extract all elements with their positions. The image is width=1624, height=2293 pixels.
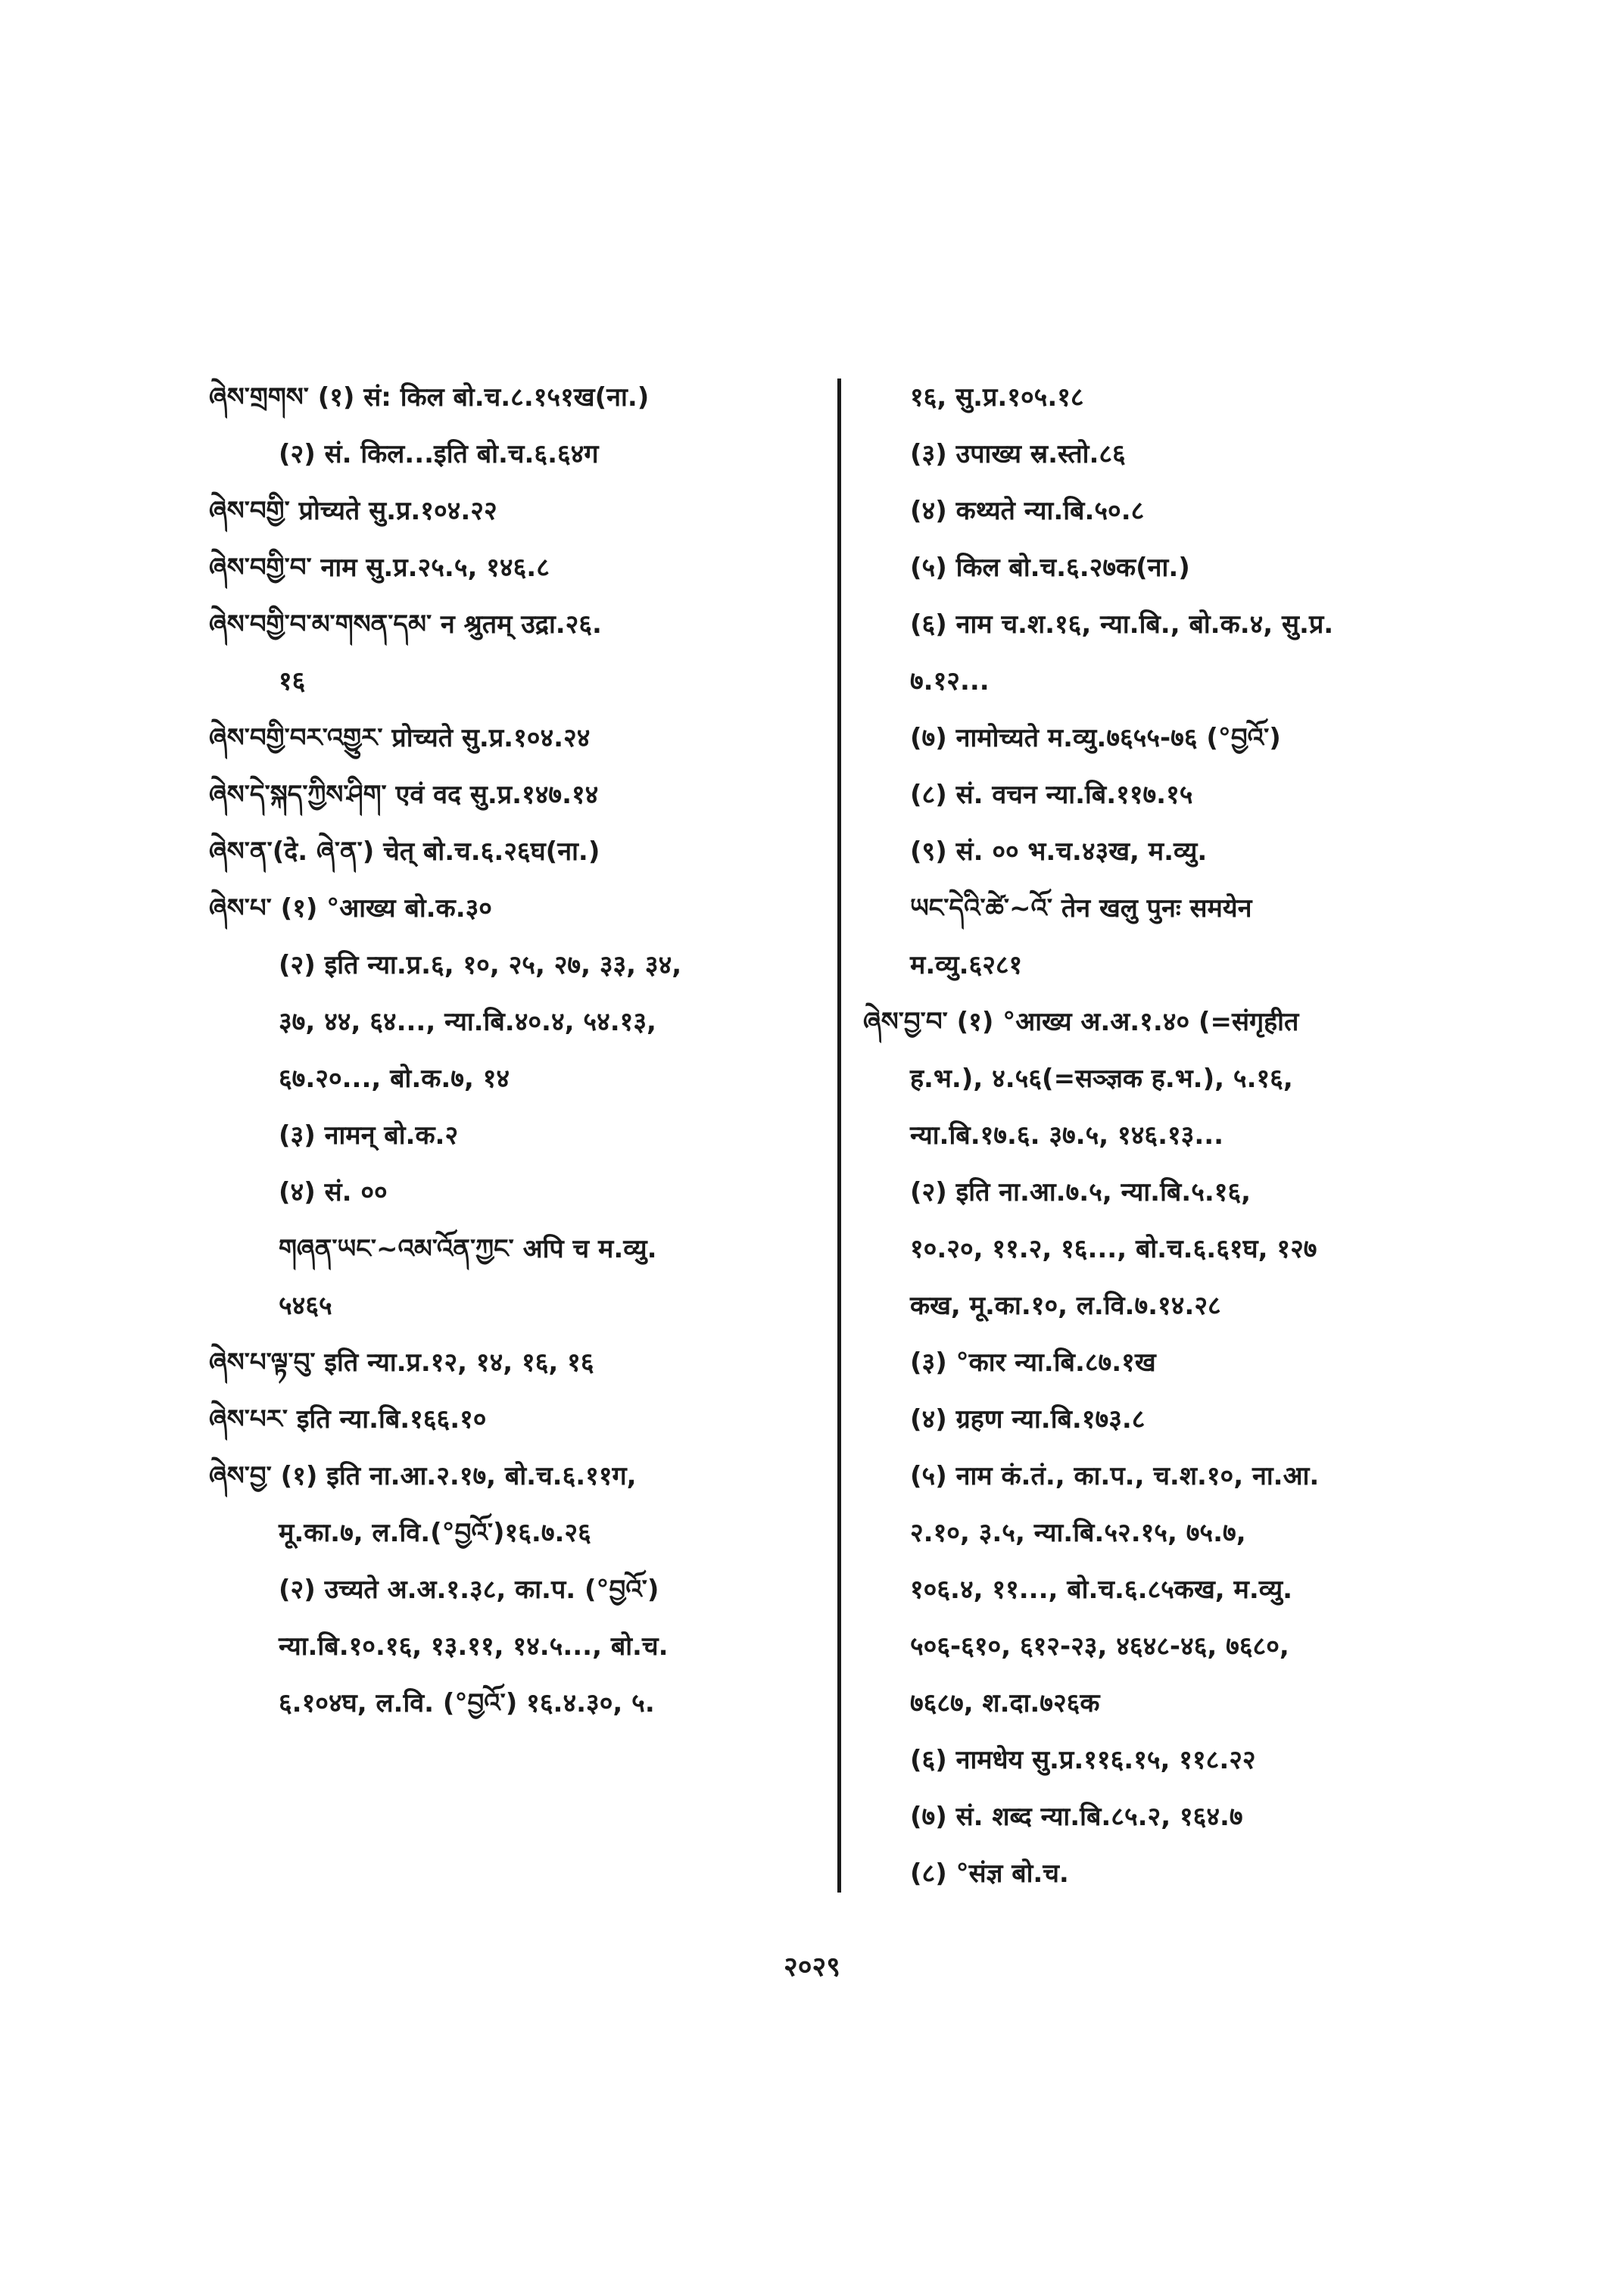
entry-line: གཞན་ཡང་~འམ་འོན་ཀྱང་ अपि च म.व्यु. — [279, 1234, 657, 1264]
entry-line: (४) सं. ०० — [279, 1177, 388, 1207]
entry-line: (८) सं. वचन न्या.बि.११७.१५ — [910, 780, 1193, 810]
entry-headword-line: ཞེས་བྱ་ (१) इति ना.आ.२.१७, बो.च.६.११ग, — [209, 1461, 637, 1491]
column-divider — [837, 379, 841, 1893]
entry-line: (५) किल बो.च.६.२७क(ना.) — [910, 553, 1190, 583]
entry-line: (२) सं. किल...इति बो.च.६.६४ग — [279, 439, 599, 469]
entry-line: (५) नाम कं.तं., का.प., च.श.१०, ना.आ. — [910, 1461, 1320, 1491]
entry-line: (४) कथ्यते न्या.बि.५०.८ — [910, 496, 1145, 526]
entry-line: न्या.बि.१०.१६, १३.११, १४.५..., बो.च. — [279, 1631, 669, 1662]
entry-headword-line: ཞེས་པ་ (१) °आख्य बो.क.३० — [209, 893, 492, 924]
entry-line: (४) ग्रहण न्या.बि.१७३.८ — [910, 1404, 1146, 1435]
entry-line: (६) नामधेय सु.प्र.११६.१५, ११८.२२ — [910, 1745, 1256, 1775]
entry-line: न्या.बि.१७.६. ३७.५, १४६.१३... — [910, 1120, 1224, 1151]
entry-headword-line: ཞེས་གྲགས་ (१) सं: किल बो.च.८.१५१ख(ना.) — [209, 382, 650, 413]
entry-line: (२) इति ना.आ.७.५, न्या.बि.५.१६, — [910, 1177, 1252, 1207]
entry-line: (६) नाम च.श.१६, न्या.बि., बो.क.४, सु.प्र. — [910, 609, 1334, 640]
entry-line: (९) सं. ०० भ.च.४३ख, म.व्यु. — [910, 837, 1208, 867]
entry-line: (३) °कार न्या.बि.८७.१ख — [910, 1347, 1156, 1378]
entry-headword-line: ཞེས་ན་(दे. ཞེ་ན་) चेत् बो.च.६.२६घ(ना.) — [209, 837, 600, 867]
entry-line: ५४६५ — [279, 1291, 332, 1321]
entry-headword-line: ཞེས་བགྱི་ प्रोच्यते सु.प्र.१०४.२२ — [209, 496, 497, 526]
entry-line: २.१०, ३.५, न्या.बि.५२.१५, ७५.७, — [910, 1518, 1246, 1548]
entry-line: १०६.४, ११..., बो.च.६.८५कख, म.व्यु. — [910, 1575, 1293, 1605]
entry-line: (२) उच्यते अ.अ.१.३८, का.प. (°བྱའོ་) — [279, 1575, 659, 1605]
entry-headword-line: ཞེས་བྱ་བ་ (१) °आख्य अ.अ.१.४० (=संगृहीत — [863, 1007, 1299, 1037]
entry-headword-line: ཞེས་པར་ इति न्या.बि.१६६.१० — [209, 1404, 487, 1435]
entry-line: (७) नामोच्यते म.व्यु.७६५५-७६ (°བྱའོ་) — [910, 723, 1281, 753]
entry-line: (८) °संज्ञ बो.च. — [910, 1858, 1069, 1889]
right-column — [863, 369, 1469, 1902]
entry-line: ६७.२०..., बो.क.७, १४ — [279, 1064, 510, 1094]
entry-headword-line: ཞེས་དེ་སྐད་ཀྱིས་ཤིག་ एवं वद सु.प्र.१४७.१४ — [209, 780, 599, 810]
entry-headword-line: ཞེས་བགྱི་བ་ नाम सु.प्र.२५.५, १४६.८ — [209, 553, 550, 583]
entry-line: (७) सं. शब्द न्या.बि.८५.२, १६४.७ — [910, 1802, 1243, 1832]
entry-line: (३) नामन् बो.क.२ — [279, 1120, 459, 1151]
entry-line: म.व्यु.६२८१ — [910, 950, 1023, 980]
entry-line: १६ — [279, 666, 306, 696]
entry-line: मू.का.७, ल.वि.(°བྱའོ་)१६.७.२६ — [279, 1518, 591, 1548]
entry-line: (३) उपाख्य स्र.स्तो.८६ — [910, 439, 1126, 469]
entry-line: १६, सु.प्र.१०५.१८ — [910, 382, 1084, 413]
left-column — [209, 369, 830, 1732]
entry-line: ७.१२... — [910, 666, 990, 696]
entry-line: ३७, ४४, ६४..., न्या.बि.४०.४, ५४.१३, — [279, 1007, 656, 1037]
entry-line: ཡང་དེའི་ཚེ་~འོ་ तेन खलु पुनः समयेन — [910, 893, 1252, 924]
entry-headword-line: ཞེས་བགྱི་བ་མ་གསན་དམ་ न श्रुतम् उद्रा.२६. — [209, 609, 602, 640]
page-number: २०२९ — [784, 1952, 840, 1983]
entry-line: ५०६-६१०, ६१२-२३, ४६४८-४६, ७६८०, — [910, 1631, 1289, 1662]
entry-line: ७६८७, श.दा.७२६क — [910, 1688, 1100, 1718]
entry-line: (२) इति न्या.प्र.६, १०, २५, २७, ३३, ३४, — [279, 950, 682, 980]
entry-line: ६.१०४घ, ल.वि. (°བྱའོ་) १६.४.३०, ५. — [279, 1688, 655, 1718]
entry-headword-line: ཞེས་བགྱི་བར་འགྱུར་ प्रोच्यते सु.प्र.१०४.२४ — [209, 723, 591, 753]
entry-line: १०.२०, ११.२, १६..., बो.च.६.६१घ, १२७ — [910, 1234, 1317, 1264]
entry-line: ह.भ.), ४.५६(=सञ्ज्ञक ह.भ.), ५.१६, — [910, 1064, 1293, 1094]
entry-line: कख, मू.का.१०, ल.वि.७.१४.२८ — [910, 1291, 1221, 1321]
entry-headword-line: ཞེས་པ་ལྟ་བུ་ इति न्या.प्र.१२, १४, १६, १६ — [209, 1347, 594, 1378]
